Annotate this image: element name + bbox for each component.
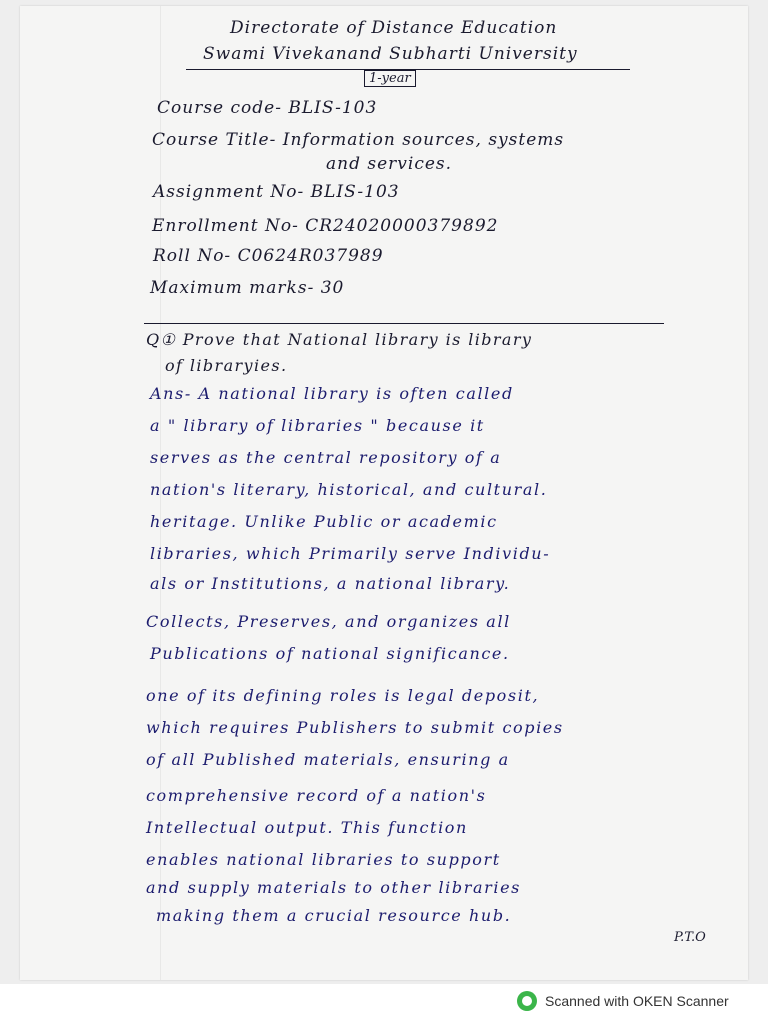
maximum-marks: Maximum marks- 30 (150, 278, 345, 298)
oken-scanner-logo-icon (517, 991, 537, 1011)
answer-line: Ans- A national library is often called (150, 384, 514, 403)
answer-line: Publications of national significance. (150, 644, 510, 663)
course-title-line2: and services. (326, 154, 453, 174)
course-code: Course code- BLIS-103 (157, 98, 378, 118)
assignment-no: Assignment No- BLIS-103 (153, 182, 400, 202)
roll-no: Roll No- C0624R037989 (153, 246, 384, 266)
scanner-text: Scanned with OKEN Scanner (545, 993, 729, 1009)
answer-line: enables national libraries to support (146, 850, 501, 869)
answer-line: Intellectual output. This function (146, 818, 468, 837)
answer-line: comprehensive record of a nation's (146, 786, 487, 805)
answer-line: libraries, which Primarily serve Individu- (150, 544, 551, 563)
course-title-line1: Course Title- Information sources, systems (152, 130, 565, 150)
answer-line: which requires Publishers to submit copies (146, 718, 564, 737)
answer-line: heritage. Unlike Public or academic (150, 512, 498, 531)
answer-line: Collects, Preserves, and organizes all (146, 612, 511, 631)
enrollment-no: Enrollment No- CR24020000379892 (152, 216, 499, 236)
answer-line: nation's literary, historical, and cultural. (150, 480, 548, 499)
answer-line: serves as the central repository of a (150, 448, 502, 467)
answer-line: one of its defining roles is legal deposit, (146, 686, 540, 705)
question-line1: Q① Prove that National library is library (146, 330, 533, 349)
answer-line: a " library of libraries " because it (150, 416, 485, 435)
header-directorate: Directorate of Distance Education (230, 18, 558, 38)
answer-line: of all Published materials, ensuring a (146, 750, 510, 769)
year-badge: 1-year (364, 70, 416, 87)
pto-note: P.T.O (674, 930, 706, 945)
scanner-watermark (517, 990, 729, 1012)
answer-line: making them a crucial resource hub. (156, 906, 512, 925)
header-university: Swami Vivekanand Subharti University (203, 44, 578, 64)
answer-line: and supply materials to other libraries (146, 878, 521, 897)
section-divider (144, 323, 664, 324)
question-line2: of libraryies. (165, 356, 288, 375)
answer-line: als or Institutions, a national library. (150, 574, 511, 593)
